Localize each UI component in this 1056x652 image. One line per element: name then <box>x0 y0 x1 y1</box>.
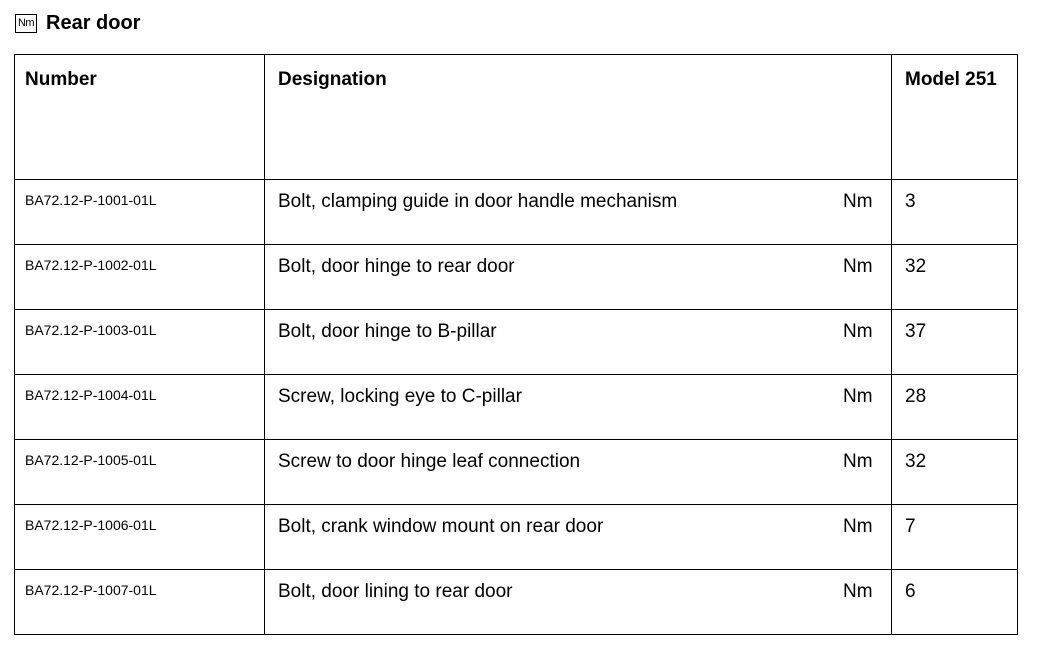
table-row <box>15 310 1018 375</box>
torque-value-cell: 28 <box>892 375 1018 440</box>
designation-cell <box>265 245 892 310</box>
designation-cell <box>265 375 892 440</box>
designation-text: Bolt, crank window mount on rear door <box>278 516 604 537</box>
section-title: Rear door <box>46 12 141 34</box>
unit-label: Nm <box>843 256 873 277</box>
unit-label: Nm <box>843 321 873 342</box>
designation-text: Bolt, door lining to rear door <box>278 581 513 602</box>
column-header-model: Model 251 <box>892 55 1018 180</box>
torque-value-cell: 6 <box>892 570 1018 635</box>
table-row <box>15 375 1018 440</box>
unit-label: Nm <box>843 191 873 212</box>
part-number-cell: BA72.12-P-1005-01L <box>15 440 265 505</box>
section-heading <box>15 12 140 35</box>
designation-cell <box>265 505 892 570</box>
torque-value-cell: 7 <box>892 505 1018 570</box>
part-number-cell: BA72.12-P-1001-01L <box>15 180 265 245</box>
unit-label: Nm <box>843 451 873 472</box>
designation-cell <box>265 310 892 375</box>
table-row <box>15 180 1018 245</box>
part-number-cell: BA72.12-P-1003-01L <box>15 310 265 375</box>
column-header-designation: Designation <box>265 55 892 180</box>
table-row <box>15 505 1018 570</box>
unit-label: Nm <box>843 516 873 537</box>
torque-value-cell: 32 <box>892 245 1018 310</box>
table-header-row <box>15 55 1018 180</box>
part-number-cell: BA72.12-P-1002-01L <box>15 245 265 310</box>
designation-text: Screw, locking eye to C-pillar <box>278 386 522 407</box>
column-header-number: Number <box>15 55 265 180</box>
part-number-cell: BA72.12-P-1006-01L <box>15 505 265 570</box>
torque-value-cell: 37 <box>892 310 1018 375</box>
torque-nm-icon: Nm <box>15 14 37 33</box>
designation-text: Bolt, door hinge to rear door <box>278 256 515 277</box>
designation-text: Bolt, clamping guide in door handle mechanism <box>278 191 678 212</box>
torque-value-cell: 32 <box>892 440 1018 505</box>
unit-label: Nm <box>843 581 873 602</box>
designation-cell <box>265 440 892 505</box>
torque-table <box>14 54 1018 635</box>
designation-cell <box>265 570 892 635</box>
part-number-cell: BA72.12-P-1004-01L <box>15 375 265 440</box>
designation-text: Bolt, door hinge to B-pillar <box>278 321 497 342</box>
table-row <box>15 570 1018 635</box>
torque-value-cell: 3 <box>892 180 1018 245</box>
designation-cell <box>265 180 892 245</box>
unit-label: Nm <box>843 386 873 407</box>
designation-text: Screw to door hinge leaf connection <box>278 451 581 472</box>
table-row <box>15 245 1018 310</box>
table-row <box>15 440 1018 505</box>
part-number-cell: BA72.12-P-1007-01L <box>15 570 265 635</box>
